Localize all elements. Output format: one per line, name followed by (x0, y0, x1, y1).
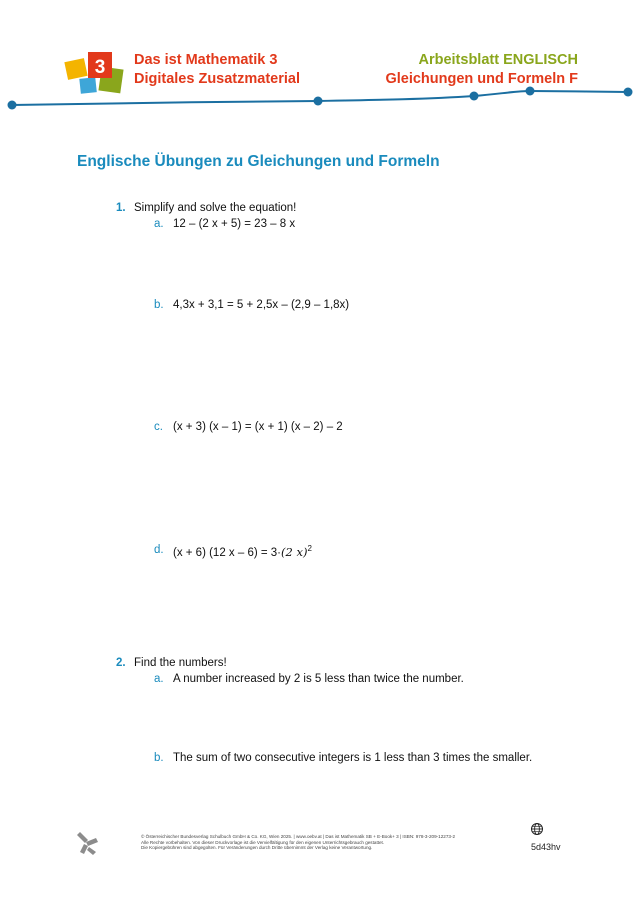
equation-d-math: (2 x) (281, 544, 308, 559)
divider-dot (8, 101, 17, 110)
equation-d-text: (x + 6) (12 x – 6) = 3· (173, 546, 282, 559)
item-label: d. (154, 544, 164, 556)
logo-digit: 3 (94, 57, 106, 78)
page-title: Englische Übungen zu Gleichungen und Formeln (77, 153, 440, 170)
globe-icon (530, 822, 544, 836)
book-subtitle: Digitales Zusatzmaterial (134, 71, 300, 87)
rights-line: Alle Rechte vorbehalten. Von dieser Druckvorlage ist die Vervielfältigung für den eigenen Unterrichtsgebrauch gestattet. (141, 839, 385, 845)
word-problem-a: A number increased by 2 is 5 less than twice the number. (173, 673, 464, 685)
divider-dot (526, 87, 535, 96)
divider-dot (624, 88, 633, 97)
item-label: b. (154, 299, 164, 311)
copyright-line: © Österreichischer Bundesverlag Schulbuch GmbH & Co. KG, Wien 2025. | www.oebv.at | Das ist Mathematik SB + E-Book+ 3 | ISBN: 978-3-209-12273-2 (141, 834, 456, 839)
book-title: Das ist Mathematik 3 (134, 52, 278, 68)
copyright-notice (141, 834, 511, 851)
footer-logo-icon (74, 830, 100, 856)
divider-dot (470, 92, 479, 101)
item-label: a. (154, 673, 164, 685)
item-label: a. (154, 218, 164, 230)
item-label: c. (154, 421, 163, 433)
word-problem-b: The sum of two consecutive integers is 1 less than 3 times the smaller. (173, 752, 533, 764)
online-code[interactable]: 5d43hv (531, 842, 561, 852)
item-label: b. (154, 752, 164, 764)
question-number: 1. (116, 202, 126, 214)
question-number: 2. (116, 657, 126, 669)
header-divider-line (0, 82, 640, 112)
question-text: Find the numbers! (134, 657, 227, 669)
equation-c: (x + 3) (x – 1) = (x + 1) (x – 2) – 2 (173, 421, 343, 433)
equation-d-exponent: 2 (307, 544, 312, 553)
logo-cube-yellow (64, 58, 87, 80)
equation-d (173, 544, 312, 559)
equation-b: 4,3x + 3,1 = 5 + 2,5x – (2,9 – 1,8x) (173, 299, 350, 311)
question-text: Simplify and solve the equation! (134, 202, 297, 214)
worksheet-type: Arbeitsblatt ENGLISCH (418, 52, 578, 68)
equation-a: 12 – (2 x + 5) = 23 – 8 x (173, 218, 296, 230)
fees-line: Die Kopiergebühren sind abgegolten. Für Veränderungen durch Dritte übernimmt der Verlag keine Verantwortung. (141, 845, 373, 851)
worksheet-topic: Gleichungen und Formeln F (385, 71, 578, 87)
divider-dot (314, 97, 323, 106)
